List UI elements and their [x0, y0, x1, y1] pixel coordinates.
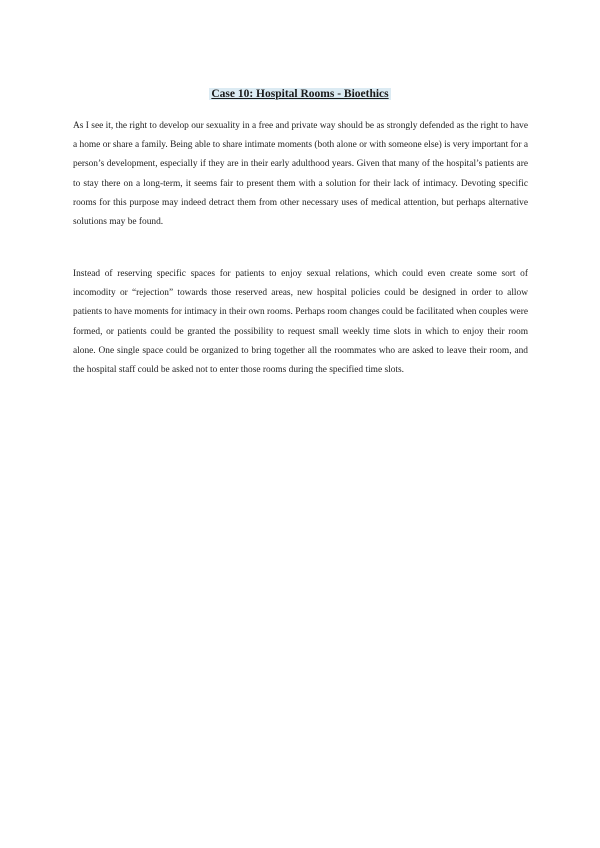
document-title: Case 10: Hospital Rooms - Bioethics: [211, 88, 389, 100]
paragraph-1: As I see it, the right to develop our sexuality in a free and private way should be as strongly defended as the right to have a home or share a family. Being able to share intimate moments (both alone or with someone else) is very important for a person’s development, especially if they are in their early adulthood years. Given that many of the hospital’s patients are to stay there on a long-term, it seems fair to present them with a solution for their lack of intimacy. Devoting specific rooms for this purpose may indeed detract them from other necessary uses of medical attention, but perhaps alternative solutions may be found.: [73, 121, 528, 228]
paragraph-2: Instead of reserving specific spaces for patients to enjoy sexual relations, which could even create some sort of incomodity or “rejection” towards those reserved areas, new hospital policies could be designed in order to allow patients to have moments for intimacy in their own rooms. Perhaps room changes could be facilitated when couples were formed, or patients could be granted the possibility to request small weekly time slots in which to enjoy their room alone. One single space could be organized to bring together all the roommates who are asked to leave their room, and the hospital staff could be asked not to enter those rooms during the specified time slots.: [73, 269, 528, 376]
document-title-wrapper: [0, 88, 600, 100]
